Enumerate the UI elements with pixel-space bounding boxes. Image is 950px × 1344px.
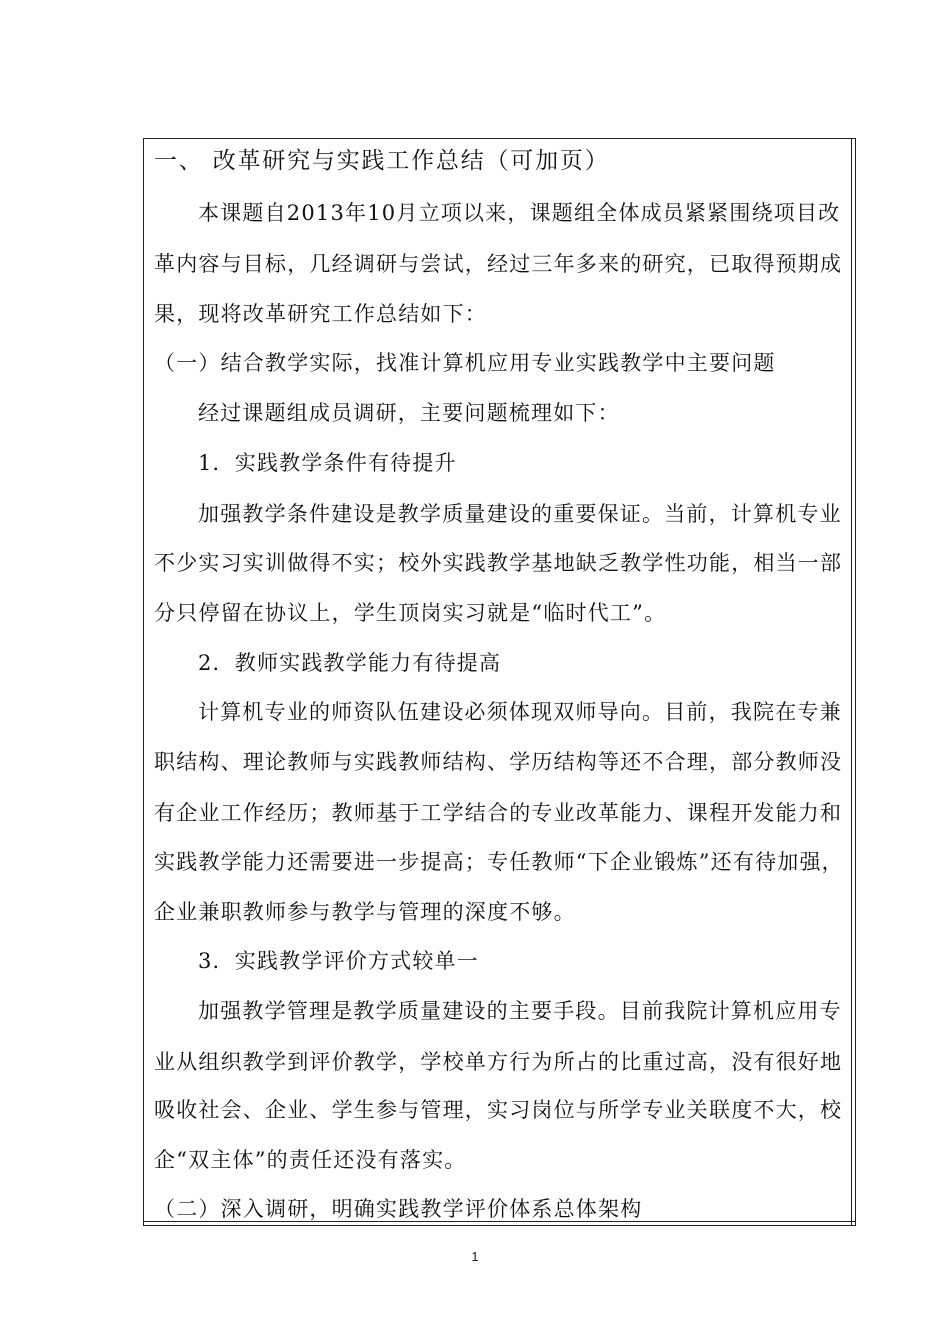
page-number: 1	[471, 1249, 479, 1264]
item-heading-2: 2．教师实践教学能力有待提高	[198, 651, 502, 675]
paragraph-line: 计算机专业的师资队伍建设必须体现双师导向。目前，我院在专兼	[198, 700, 842, 724]
paragraph-line: 本课题自2013年10月立项以来，课题组全体成员紧紧围绕项目改	[198, 201, 841, 225]
paragraph-line: 企“双主体”的责任还没有落实。	[154, 1148, 467, 1172]
item-heading-3: 3．实践教学评价方式较单一	[198, 949, 479, 973]
paragraph-line: 加强教学管理是教学质量建设的主要手段。目前我院计算机应用专	[198, 999, 842, 1023]
paragraph-line: 革内容与目标，几经调研与尝试，经过三年多来的研究，已取得预期成	[154, 252, 843, 276]
paragraph-line: 职结构、理论教师与实践教师结构、学历结构等还不合理，部分教师没	[154, 750, 843, 774]
item-heading-1: 1．实践教学条件有待提升	[198, 451, 457, 475]
paragraph-line: 有企业工作经历；教师基于工学结合的专业改革能力、课程开发能力和	[154, 801, 843, 825]
paragraph-line: 分只停留在协议上，学生顶岗实习就是“临时代工”。	[154, 601, 667, 625]
frame-inner-border-right	[851, 139, 852, 1225]
paragraph-line: 业从组织教学到评价教学，学校单方行为所占的比重过高，没有很好地	[154, 1050, 843, 1074]
paragraph-line: 不少实习实训做得不实；校外实践教学基地缺乏教学性功能，相当一部	[154, 551, 843, 575]
paragraph-line: 实践教学能力还需要进一步提高；专任教师“下企业锻炼”还有待加强，	[154, 850, 844, 874]
paragraph-line: 经过课题组成员调研，主要问题梳理如下：	[198, 401, 620, 425]
section-title: 一、 改革研究与实践工作总结（可加页）	[154, 148, 610, 174]
paragraph-line: 吸收社会、企业、学生参与管理，实习岗位与所学专业关联度不大，校	[154, 1098, 843, 1122]
subheading-one: （一）结合教学实际，找准计算机应用专业实践教学中主要问题	[154, 351, 776, 375]
paragraph-line: 加强教学条件建设是教学质量建设的重要保证。当前，计算机专业	[198, 502, 842, 526]
paragraph-line: 果，现将改革研究工作总结如下：	[154, 302, 487, 326]
subheading-two: （二）深入调研，明确实践教学评价体系总体架构	[154, 1197, 643, 1221]
paragraph-line: 企业兼职教师参与教学与管理的深度不够。	[154, 900, 576, 924]
